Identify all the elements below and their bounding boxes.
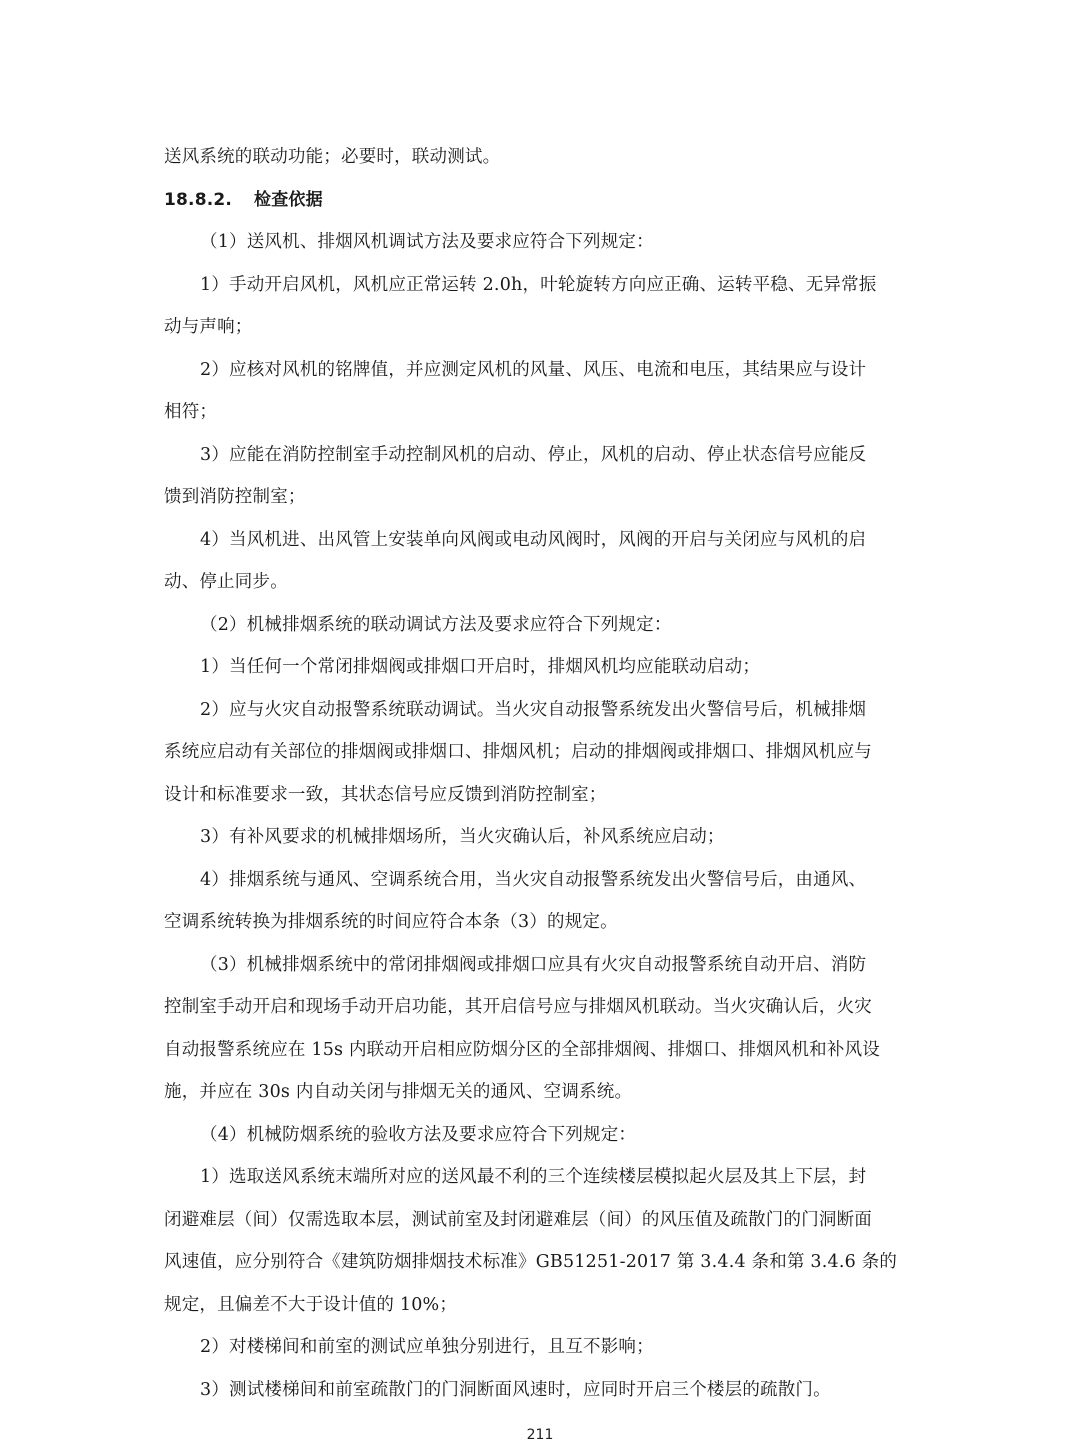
list-item-line: 2）对楼梯间和前室的测试应单独分别进行，且互不影响； xyxy=(200,1337,654,1357)
list-item-continuation: 系统应启动有关部位的排烟阀或排烟口、排烟风机；启动的排烟阀或排烟口、排烟风机应与 xyxy=(164,742,872,762)
paragraph-line: 施，并应在 30s 内自动关闭与排烟无关的通风、空调系统。 xyxy=(164,1082,633,1102)
subsection-heading: （4）机械防烟系统的验收方法及要求应符合下列规定： xyxy=(200,1124,637,1145)
page-number: 211 xyxy=(526,1427,554,1443)
subsection-heading: （3）机械排烟系统中的常闭排烟阀或排烟口应具有火灾自动报警系统自动开启、消防 xyxy=(200,954,867,975)
section-number: 18.8.2. xyxy=(164,189,233,210)
list-item-continuation: 风速值，应分别符合《建筑防烟排烟技术标准》GB51251-2017 第 3.4.4 条和第 3.4.6 条的 xyxy=(164,1252,898,1272)
list-item-continuation: 相符； xyxy=(164,402,218,422)
list-item-line: 1）当任何一个常闭排烟阀或排烟口开启时，排烟风机均应能联动启动； xyxy=(200,657,761,677)
paragraph-line: 自动报警系统应在 15s 内联动开启相应防烟分区的全部排烟阀、排烟口、排烟风机和补风设 xyxy=(164,1039,880,1060)
list-item-continuation: 动与声响； xyxy=(164,317,253,337)
subsection-heading: （1）送风机、排烟风机调试方法及要求应符合下列规定： xyxy=(200,232,654,252)
section-heading xyxy=(164,179,920,222)
list-item-continuation: 空调系统转换为排烟系统的时间应符合本条（3）的规定。 xyxy=(164,912,618,932)
list-item-line: 3）应能在消防控制室手动控制风机的启动、停止，风机的启动、停止状态信号应能反 xyxy=(200,444,867,465)
list-item-continuation: 动、停止同步。 xyxy=(164,572,288,592)
paragraph-line: 控制室手动开启和现场手动开启功能，其开启信号应与排烟风机联动。当火灾确认后，火灾 xyxy=(164,997,872,1017)
list-item-line: 1）选取送风系统末端所对应的送风最不利的三个连续楼层模拟起火层及其上下层，封 xyxy=(200,1167,867,1187)
list-item-line: 4）排烟系统与通风、空调系统合用，当火灾自动报警系统发出火警信号后，由通风、 xyxy=(200,869,867,890)
list-item-line: 3）有补风要求的机械排烟场所，当火灾确认后，补风系统应启动； xyxy=(200,827,725,847)
list-item-continuation: 设计和标准要求一致，其状态信号应反馈到消防控制室； xyxy=(164,784,607,805)
paragraph-line: 送风系统的联动功能；必要时，联动测试。 xyxy=(164,147,501,167)
subsection-heading: （2）机械排烟系统的联动调试方法及要求应符合下列规定： xyxy=(200,614,672,635)
list-item-line: 4）当风机进、出风管上安装单向风阀或电动风阀时，风阀的开启与关闭应与风机的启 xyxy=(200,529,867,550)
list-item-line: 1）手动开启风机，风机应正常运转 2.0h，叶轮旋转方向应正确、运转平稳、无异常振 xyxy=(200,274,877,295)
page-body xyxy=(164,136,920,1411)
list-item-continuation: 闭避难层（间）仅需选取本层，测试前室及封闭避难层（间）的风压值及疏散门的门洞断面 xyxy=(164,1209,872,1230)
list-item-line: 2）应核对风机的铭牌值，并应测定风机的风量、风压、电流和电压，其结果应与设计 xyxy=(200,359,867,380)
list-item-line: 2）应与火灾自动报警系统联动调试。当火灾自动报警系统发出火警信号后，机械排烟 xyxy=(200,699,867,720)
section-title: 检查依据 xyxy=(254,189,323,210)
list-item-continuation: 规定，且偏差不大于设计值的 10%； xyxy=(164,1294,458,1315)
list-item-continuation: 馈到消防控制室； xyxy=(164,487,306,507)
list-item-line: 3）测试楼梯间和前室疏散门的门洞断面风速时，应同时开启三个楼层的疏散门。 xyxy=(200,1379,831,1400)
